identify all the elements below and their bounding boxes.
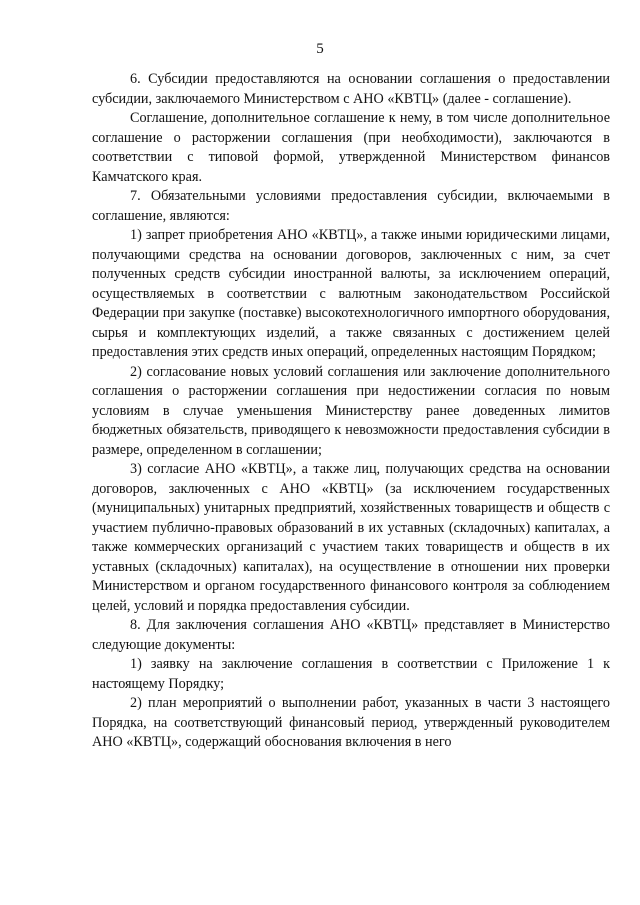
paragraph-7-item-2: 2) согласование новых условий соглашения или заключение дополнительного соглашения о расторжении соглашения при недостижении согласия по новым условиям в случае уменьшения Министерству ранее доведенных лимитов бюджетных обязательств, приводящего к невозможности предоставления субсидии в размере, определенном в соглашении;	[92, 363, 610, 458]
page-number: 5	[316, 41, 324, 57]
paragraph-7-mandatory-conditions: 7. Обязательными условиями предоставления субсидии, включаемыми в соглашение, являются:	[92, 188, 610, 224]
document-body	[92, 70, 610, 753]
paragraph-6-subsidies-basis: 6. Субсидии предоставляются на основании соглашения о предоставлении субсидии, заключаемого Министерством с АНО «КВТЦ» (далее - соглашение).	[92, 71, 610, 107]
paragraph-8-documents: 8. Для заключения соглашения АНО «КВТЦ» представляет в Министерство следующие документы:	[92, 617, 610, 653]
paragraph-7-item-1: 1) запрет приобретения АНО «КВТЦ», а также иными юридическими лицами, получающими средства на основании договоров, заключенных с ним, за счет полученных средств субсидии иностранной валюты, за исключением операций, осуществляемых в соответствии с валютным законодательством Российской Федерации при закупке (поставке) высокотехнологичного импортного оборудования, сырья и комплектующих изделий, а также связанных с достижением целей предоставления этих средств иных операций, определенных настоящим Порядком;	[92, 227, 610, 360]
paragraph-8-item-2: 2) план мероприятий о выполнении работ, указанных в части 3 настоящего Порядка, на соответствующий финансовый период, утвержденный руководителем АНО «КВТЦ», содержащий обоснования включения в него	[92, 695, 610, 750]
paragraph-7-item-3: 3) согласие АНО «КВТЦ», а также лиц, получающих средства на основании договоров, заключенных с АНО «КВТЦ» (за исключением государственных (муниципальных) унитарных предприятий, хозяйственных товариществ и обществ с участием публично-правовых образований в их уставных (складочных) капиталах, а также коммерческих организаций с участием таких товариществ и обществ в их уставных (складочных) капиталах), на осуществление в отношении них проверки Министерством и органом государственного финансового контроля за соблюдением целей, условий и порядка предоставления субсидии.	[92, 461, 610, 614]
paragraph-8-item-1: 1) заявку на заключение соглашения в соответствии с Приложение 1 к настоящему Порядку;	[92, 656, 610, 692]
paragraph-agreement-form: Соглашение, дополнительное соглашение к нему, в том числе дополнительное соглашение о расторжении соглашения (при необходимости), заключаются в соответствии с типовой формой, утвержденной Министерством финансов Камчатского края.	[92, 110, 610, 185]
